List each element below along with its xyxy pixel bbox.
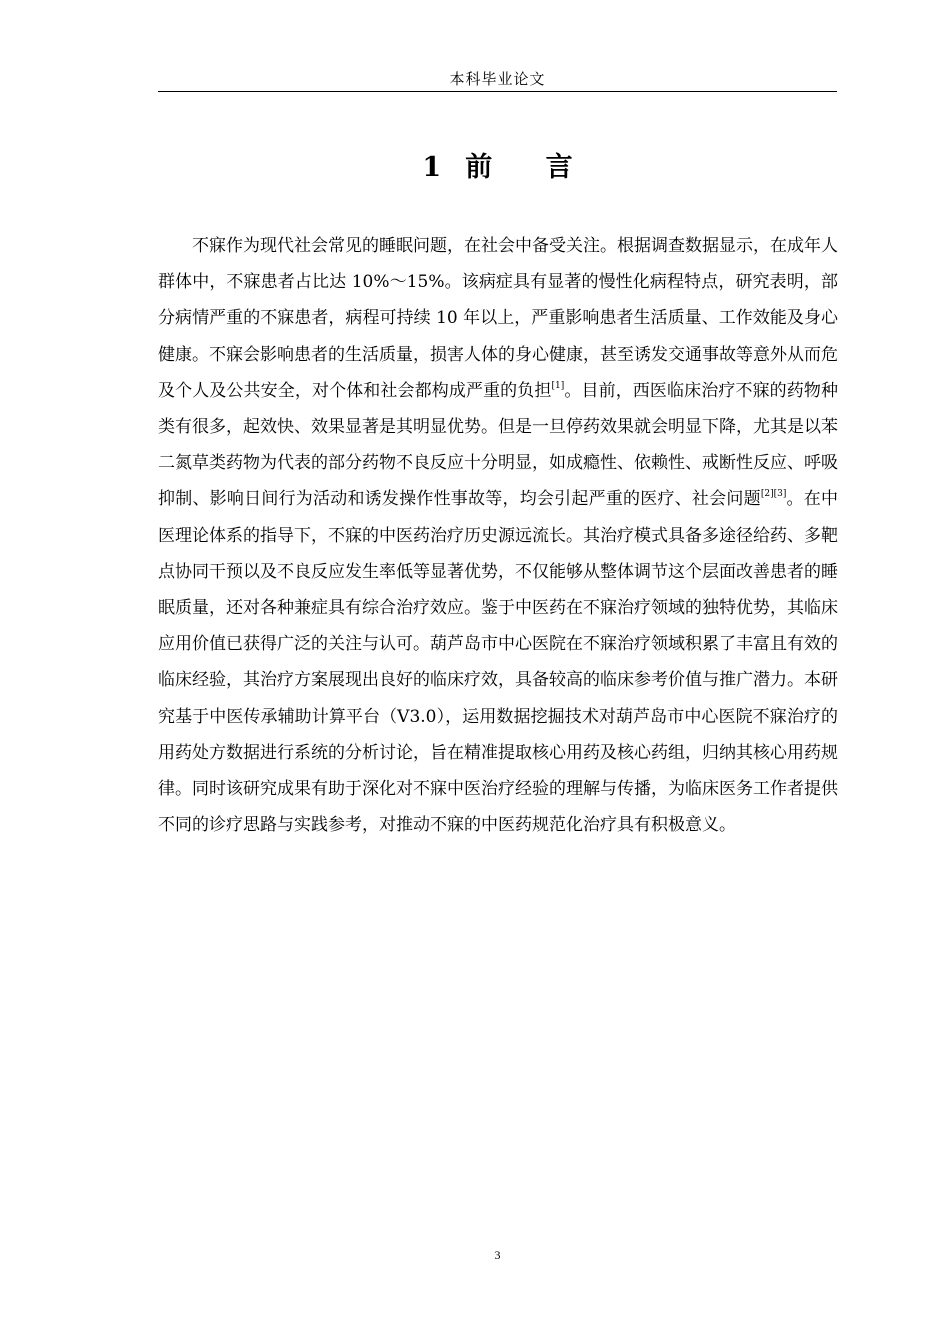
section-number: 1	[422, 152, 442, 183]
running-header: 本科毕业论文	[449, 70, 546, 88]
paragraph-text-1: 不寐作为现代社会常见的睡眠问题，在社会中备受关注。根据调查数据显示，在成年人群体中，不寐患者占比达 10%～15%。该病症具有显著的慢性化病程特点，研究表明，部分病情严重的不寐患者，病程可持续 10 年以上，严重影响患者生活质量、工作效能及身心健康。不寐会影响患者的生活质量，损害人体的身心健康，甚至诱发交通事故等意外从而危及个人及公共安全，对个体和社会都构成严重的负担	[158, 236, 838, 401]
paragraph-text-2: 。目前，西医临床治疗不寐的药物种类有很多，起效快、效果显著是其明显优势。但是一旦停药效果就会明显下降，尤其是以苯二氮草类药物为代表的部分药物不良反应十分明显，如成瘾性、依赖性、戒断性反应、呼吸抑制、影响日间行为活动和诱发操作性事故等，均会引起严重的医疗、社会问题	[158, 380, 839, 510]
citation-2-3: [2][3]	[760, 489, 787, 500]
section-title	[158, 145, 837, 184]
header-divider	[158, 91, 837, 92]
paragraph-text-3: 。在中医理论体系的指导下，不寐的中医药治疗历史源远流长。其治疗模式具备多途径给药、多靶点协同干预以及不良反应发生率低等显著优势，不仅能够从整体调节这个层面改善患者的睡眠质量，还对各种兼症具有综合治疗效应。鉴于中医药在不寐治疗领域的独特优势，其临床应用价值已获得广泛的关注与认可。葫芦岛市中心医院在不寐治疗领域积累了丰富且有效的临床经验，其治疗方案展现出良好的临床疗效，具备较高的临床参考价值与推广潜力。本研究基于中医传承辅助计算平台（V3.0），运用数据挖掘技术对葫芦岛市中心医院不寐治疗的用药处方数据进行系统的分析讨论，旨在精准提取核心用药及核心药组，归纳其核心用药规律。同时该研究成果有助于深化对不寐中医治疗经验的理解与传播，为临床医务工作者提供不同的诊疗思路与实践参考，对推动不寐的中医药规范化治疗具有积极意义。	[158, 489, 838, 836]
body-paragraph	[158, 228, 838, 843]
citation-1: [1]	[551, 380, 565, 391]
page-number: 3	[494, 1248, 501, 1262]
section-heading: 前 言	[465, 152, 595, 183]
